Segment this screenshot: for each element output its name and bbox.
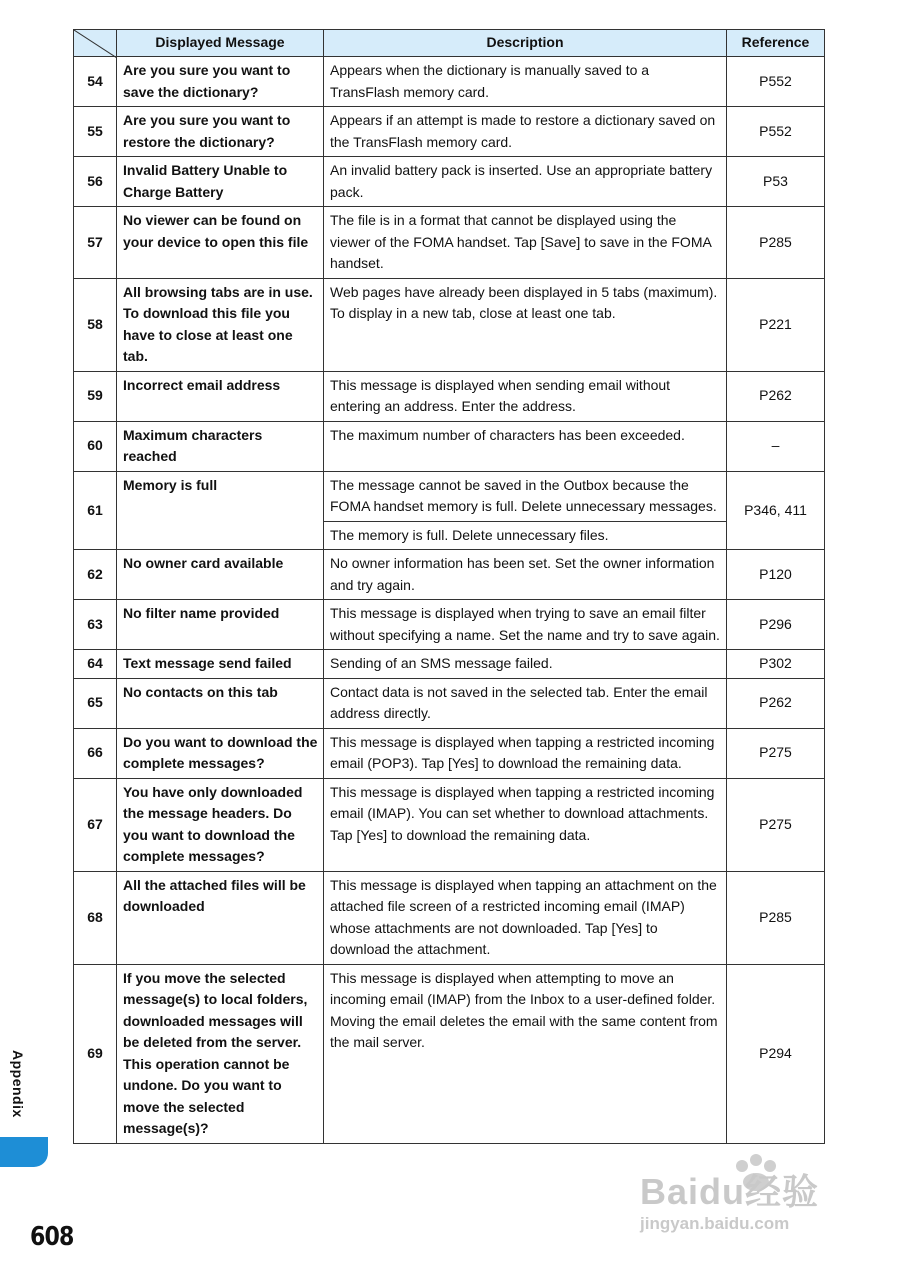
- row-number: 61: [74, 471, 117, 550]
- page-reference: –: [727, 421, 825, 471]
- message-description: Contact data is not saved in the selected tab. Enter the email address directly.: [324, 678, 727, 728]
- row-number: 62: [74, 550, 117, 600]
- row-number: 64: [74, 650, 117, 679]
- row-number: 60: [74, 421, 117, 471]
- displayed-message: Invalid Battery Unable to Charge Battery: [117, 157, 324, 207]
- page-number: 608: [30, 1222, 74, 1252]
- message-description: This message is displayed when trying to save an email filter without specifying a name. Set the name and try to save again.: [324, 600, 727, 650]
- page-reference: P262: [727, 371, 825, 421]
- message-description: No owner information has been set. Set the owner information and try again.: [324, 550, 727, 600]
- table-row: [74, 421, 825, 471]
- message-description: This message is displayed when tapping a restricted incoming email (IMAP). You can set whether to download attachments. Tap [Yes] to download the remaining data.: [324, 778, 727, 871]
- page-reference: P221: [727, 278, 825, 371]
- displayed-message: Text message send failed: [117, 650, 324, 679]
- row-number: 58: [74, 278, 117, 371]
- row-number: 68: [74, 871, 117, 964]
- page-reference: P294: [727, 964, 825, 1143]
- row-number: 65: [74, 678, 117, 728]
- displayed-message: Incorrect email address: [117, 371, 324, 421]
- row-number: 56: [74, 157, 117, 207]
- row-number: 54: [74, 57, 117, 107]
- table-row: [74, 778, 825, 871]
- table-row: [74, 550, 825, 600]
- page-reference: P285: [727, 207, 825, 279]
- table-row: [74, 371, 825, 421]
- displayed-message: Memory is full: [117, 471, 324, 550]
- watermark-main: Baidu经验: [640, 1171, 820, 1212]
- table-row: [74, 157, 825, 207]
- row-number: 59: [74, 371, 117, 421]
- row-number: 67: [74, 778, 117, 871]
- displayed-message: Maximum characters reached: [117, 421, 324, 471]
- page-reference: P275: [727, 778, 825, 871]
- displayed-message: You have only downloaded the message headers. Do you want to download the complete messages?: [117, 778, 324, 871]
- table-row: [74, 650, 825, 679]
- displayed-message: No contacts on this tab: [117, 678, 324, 728]
- table-row: [74, 600, 825, 650]
- row-number: 66: [74, 728, 117, 778]
- message-description: This message is displayed when tapping a restricted incoming email (POP3). Tap [Yes] to download the remaining data.: [324, 728, 727, 778]
- displayed-message: If you move the selected message(s) to local folders, downloaded messages will be deleted from the server. This operation cannot be undone. Do you want to move the selected message(s)?: [117, 964, 324, 1143]
- table-row: [74, 471, 825, 521]
- error-message-table: [73, 29, 825, 1144]
- message-description: Appears if an attempt is made to restore a dictionary saved on the TransFlash memory card.: [324, 107, 727, 157]
- watermark: [640, 1152, 860, 1252]
- watermark-url: jingyan.baidu.com: [640, 1214, 790, 1233]
- message-description: Sending of an SMS message failed.: [324, 650, 727, 679]
- header-displayed-message: Displayed Message: [117, 30, 324, 57]
- row-number: 63: [74, 600, 117, 650]
- message-description: The memory is full. Delete unnecessary files.: [324, 521, 727, 550]
- displayed-message: No filter name provided: [117, 600, 324, 650]
- table-row: [74, 728, 825, 778]
- row-number: 69: [74, 964, 117, 1143]
- page-reference: P53: [727, 157, 825, 207]
- table-header-row: [74, 30, 825, 57]
- row-number: 57: [74, 207, 117, 279]
- table-row: [74, 57, 825, 107]
- message-description: This message is displayed when attempting to move an incoming email (IMAP) from the Inbox to a user-defined folder. Moving the email deletes the email with the same content from the mail server.: [324, 964, 727, 1143]
- message-description: An invalid battery pack is inserted. Use an appropriate battery pack.: [324, 157, 727, 207]
- header-corner-cell: [74, 30, 117, 57]
- header-description: Description: [324, 30, 727, 57]
- table-row: [74, 107, 825, 157]
- displayed-message: No owner card available: [117, 550, 324, 600]
- message-description: The file is in a format that cannot be displayed using the viewer of the FOMA handset. Tap [Save] to save in the FOMA handset.: [324, 207, 727, 279]
- displayed-message: Are you sure you want to save the dictionary?: [117, 57, 324, 107]
- table-row: [74, 278, 825, 371]
- table-row: [74, 964, 825, 1143]
- message-description: Appears when the dictionary is manually saved to a TransFlash memory card.: [324, 57, 727, 107]
- displayed-message: All the attached files will be downloaded: [117, 871, 324, 964]
- message-description: This message is displayed when sending email without entering an address. Enter the address.: [324, 371, 727, 421]
- row-number: 55: [74, 107, 117, 157]
- displayed-message: Are you sure you want to restore the dictionary?: [117, 107, 324, 157]
- displayed-message: All browsing tabs are in use. To download this file you have to close at least one tab.: [117, 278, 324, 371]
- message-description: Web pages have already been displayed in 5 tabs (maximum). To display in a new tab, close at least one tab.: [324, 278, 727, 371]
- diagonal-divider-icon: [74, 30, 117, 58]
- page-reference: P285: [727, 871, 825, 964]
- table-row: [74, 678, 825, 728]
- page-reference: P346, 411: [727, 471, 825, 550]
- page-reference: P296: [727, 600, 825, 650]
- message-description: This message is displayed when tapping an attachment on the attached file screen of a restricted incoming email (IMAP) whose attachments are not downloaded. Tap [Yes] to download the attachment.: [324, 871, 727, 964]
- message-description: The message cannot be saved in the Outbox because the FOMA handset memory is full. Delete unnecessary messages.: [324, 471, 727, 521]
- displayed-message: Do you want to download the complete messages?: [117, 728, 324, 778]
- table-row: [74, 207, 825, 279]
- message-description: The maximum number of characters has been exceeded.: [324, 421, 727, 471]
- page-reference: P552: [727, 57, 825, 107]
- displayed-message: No viewer can be found on your device to open this file: [117, 207, 324, 279]
- page-reference: P262: [727, 678, 825, 728]
- table-row: [74, 871, 825, 964]
- page-reference: P302: [727, 650, 825, 679]
- page-reference: P552: [727, 107, 825, 157]
- header-reference: Reference: [727, 30, 825, 57]
- page-reference: P275: [727, 728, 825, 778]
- appendix-label: Appendix: [10, 1050, 26, 1118]
- page-reference: P120: [727, 550, 825, 600]
